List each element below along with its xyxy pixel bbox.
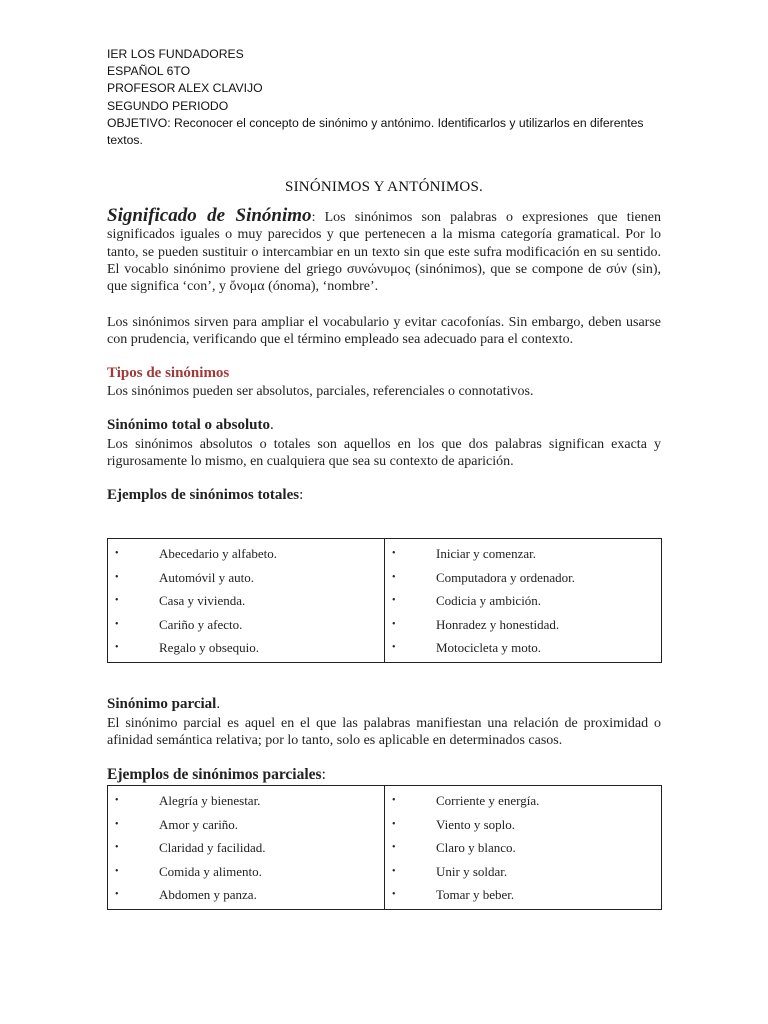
list-item — [108, 883, 384, 907]
total-examples-heading — [107, 487, 303, 504]
partial-examples-heading-tail: : — [321, 766, 326, 783]
list-item — [385, 836, 661, 860]
partial-examples-heading — [107, 766, 326, 784]
partial-examples-table — [107, 785, 662, 910]
total-examples-left-cell — [108, 539, 385, 663]
list-item-text: Claro y blanco. — [436, 840, 516, 856]
definition-lead: Significado de Sinónimo — [107, 205, 312, 226]
list-item-text: Motocicleta y moto. — [436, 640, 542, 656]
types-heading: Tipos de sinónimos — [107, 365, 230, 381]
list-item — [385, 789, 661, 813]
list-item-text: Computadora y ordenador. — [436, 569, 575, 585]
list-item-text: Unir y soldar. — [436, 863, 508, 879]
list-item-text: Corriente y energía. — [436, 793, 540, 808]
partial-examples-left-list — [108, 786, 384, 909]
bullet-icon: • — [115, 548, 119, 559]
list-item-text: Tomar y beber. — [436, 887, 515, 903]
list-item-text: Abecedario y alfabeto. — [159, 546, 278, 561]
total-examples-right-list — [385, 539, 661, 662]
list-item — [385, 860, 661, 884]
list-item — [108, 789, 384, 813]
objective-label: OBJETIVO: — [107, 115, 171, 130]
partial-heading-tail: . — [216, 696, 221, 712]
bullet-icon: • — [115, 618, 119, 630]
types-text: Los sinónimos pueden ser absolutos, parciales, referenciales o connotativos. — [107, 384, 534, 399]
bullet-icon: • — [392, 889, 396, 901]
bullet-icon: • — [115, 595, 119, 607]
list-item-text: Honradez y honestidad. — [436, 616, 560, 632]
bullet-icon: • — [115, 889, 119, 901]
list-item-text: Casa y vivienda. — [159, 593, 246, 609]
subject-name: ESPAÑOL 6TO — [107, 64, 191, 79]
total-heading-text: Sinónimo total o absoluto — [107, 417, 270, 433]
list-item — [108, 613, 384, 637]
partial-examples-left-cell — [108, 786, 385, 910]
list-item — [385, 613, 661, 637]
objective — [107, 115, 663, 149]
total-examples-right-cell — [385, 539, 662, 663]
list-item — [385, 542, 661, 566]
teacher-name: PROFESOR ALEX CLAVIJO — [107, 81, 263, 96]
bullet-icon: • — [392, 642, 396, 654]
school-name: IER LOS FUNDADORES — [107, 47, 244, 61]
list-item — [108, 813, 384, 837]
objective-text: Reconocer el concepto de sinónimo y antónimo. Identificarlos y utilizarlos en diferentes textos. — [107, 115, 644, 148]
partial-text: El sinónimo parcial es aquel en el que las palabras manifiestan una relación de proximidad o afinidad semántica relativa; por lo tanto, solo es aplicable en determinados casos. — [107, 716, 661, 749]
list-item — [385, 813, 661, 837]
total-examples-heading-tail: : — [299, 487, 304, 503]
partial-heading — [107, 696, 220, 713]
list-item-text: Abdomen y panza. — [159, 887, 257, 903]
bullet-icon: • — [115, 795, 119, 806]
usage-paragraph: Los sinónimos sirven para ampliar el vocabulario y evitar cacofonías. Sin embargo, deben usarse con prudencia, verificando que el término empleado sea adecuado para el contexto. — [107, 315, 661, 348]
page-title: SINÓNIMOS Y ANTÓNIMOS. — [285, 179, 483, 195]
list-item-text: Viento y soplo. — [436, 816, 516, 832]
total-examples-table — [107, 538, 662, 663]
bullet-icon: • — [392, 571, 396, 583]
list-item — [385, 589, 661, 613]
total-text: Los sinónimos absolutos o totales son aquellos en los que dos palabras significan exacta y rigurosamente lo mismo, en cualquiera que sea su contexto de aparición. — [107, 437, 661, 470]
total-examples-left-list — [108, 539, 384, 662]
period-name: SEGUNDO PERIODO — [107, 98, 229, 113]
bullet-icon: • — [392, 548, 396, 559]
list-item-text: Claridad y facilidad. — [159, 840, 266, 856]
partial-examples-right-list — [385, 786, 661, 909]
list-item-text: Regalo y obsequio. — [159, 640, 260, 656]
bullet-icon: • — [115, 571, 119, 583]
list-item-text: Cariño y afecto. — [159, 616, 243, 632]
list-item — [385, 883, 661, 907]
list-item-text: Automóvil y auto. — [159, 569, 254, 585]
document-header — [107, 46, 667, 149]
list-item — [108, 636, 384, 660]
bullet-icon: • — [392, 842, 396, 854]
partial-examples-heading-text: Ejemplos de sinónimos parciales — [107, 766, 322, 783]
list-item-text: Comida y alimento. — [159, 863, 262, 879]
definition-paragraph — [107, 207, 661, 295]
list-item-text: Alegría y bienestar. — [159, 793, 261, 808]
bullet-icon: • — [392, 595, 396, 607]
partial-heading-text: Sinónimo parcial — [107, 696, 217, 712]
list-item — [108, 860, 384, 884]
definition-text: : Los sinónimos son palabras o expresiones que tienen significados iguales o muy parecidos y que pertenecen a la misma categoría gramatical. Por lo tanto, se pueden sustituir o intercambiar en un texto sin que este sufra modificación en su sentido. El vocablo sinónimo proviene del griego συνώνυμος (sinónimos), que se compone de σύν (sin), que significa ‘con’, y ὄνομα (ónoma), ‘nombre’. — [107, 210, 662, 295]
list-item-text: Iniciar y comenzar. — [436, 546, 536, 561]
list-item — [108, 836, 384, 860]
total-examples-heading-text: Ejemplos de sinónimos totales — [107, 487, 300, 503]
total-heading — [107, 417, 274, 434]
bullet-icon: • — [115, 818, 119, 830]
list-item-text: Amor y cariño. — [159, 816, 239, 832]
list-item — [385, 566, 661, 590]
list-item — [108, 589, 384, 613]
bullet-icon: • — [115, 842, 119, 854]
list-item — [108, 566, 384, 590]
bullet-icon: • — [115, 642, 119, 654]
bullet-icon: • — [392, 618, 396, 630]
bullet-icon: • — [115, 865, 119, 877]
list-item — [385, 636, 661, 660]
total-heading-tail: . — [269, 417, 274, 433]
bullet-icon: • — [392, 795, 396, 806]
partial-examples-right-cell — [385, 786, 662, 910]
bullet-icon: • — [392, 818, 396, 830]
bullet-icon: • — [392, 865, 396, 877]
list-item-text: Codicia y ambición. — [436, 593, 542, 609]
list-item — [108, 542, 384, 566]
